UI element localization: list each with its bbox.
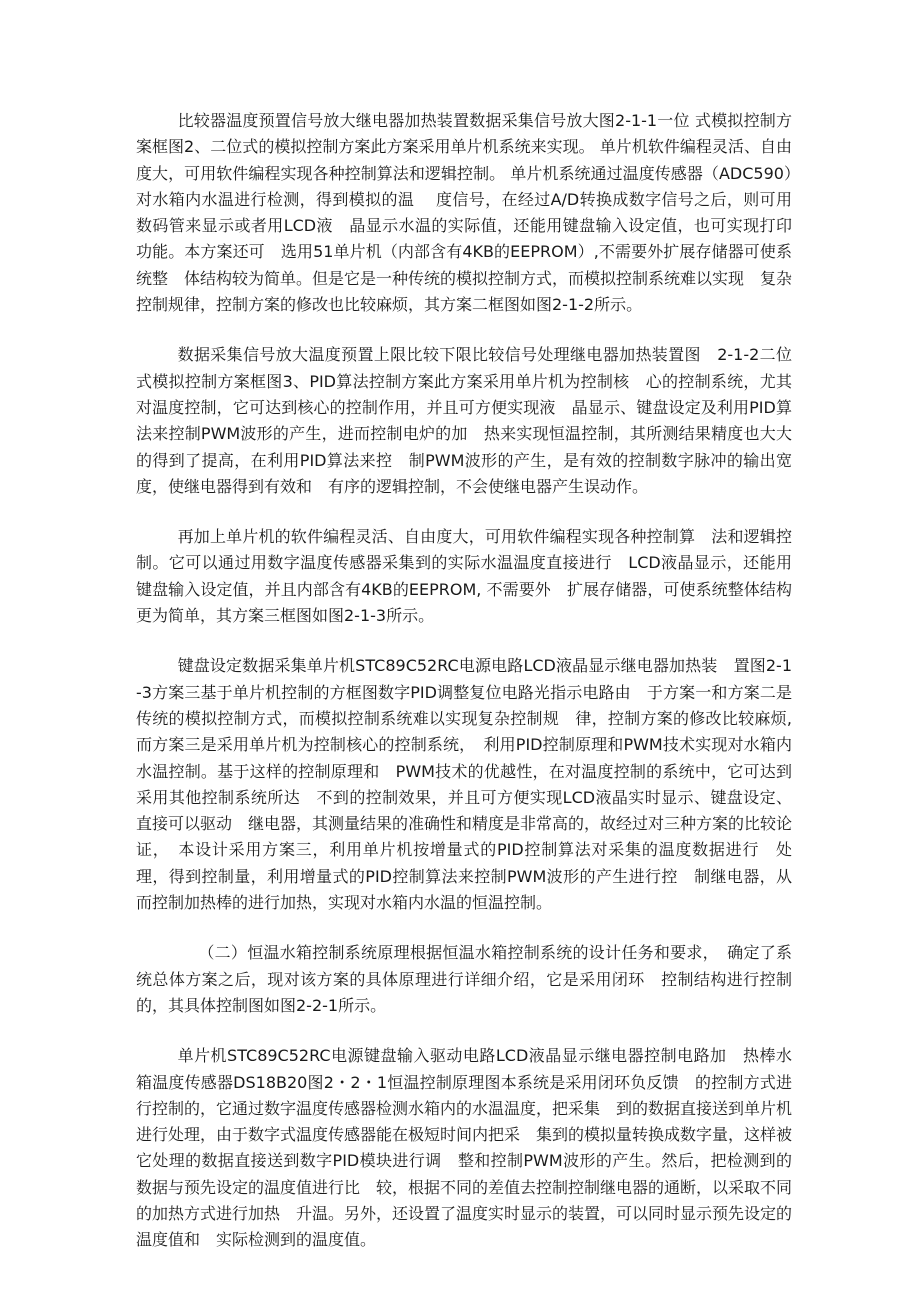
document-body xyxy=(136,108,792,1278)
paragraph-5: （二）恒温水箱控制系统原理根据恒温水箱控制系统的设计任务和要求， 确定了系统总体方案之后，现对该方案的具体原理进行详细介绍，它是采用闭环 控制结构进行控制的，其具体控制图如图2-2-1所示。 xyxy=(136,943,792,1015)
paragraph-2: 数据采集信号放大温度预置上限比较下限比较信号处理继电器加热装置图 2-1-2二位式模拟控制方案框图3、PID算法控制方案此方案采用单片机为控制核 心的控制系统，尤其对温度控制，它可达到核心的控制作用，并且可方便实现液 晶显示、键盘设定及利用PID算法来控制PWM波形的产生，进而控制电炉的加 热来实现恒温控制，其所测结果精度也大大的得到了提高，在利用PID算法来控 制PWM波形的产生，是有效的控制数字脉冲的输出宽度，使继电器得到有效和 有序的逻辑控制，不会使继电器产生误动作。 xyxy=(136,345,792,496)
paragraph-6: 单片机STC89C52RC电源键盘输入驱动电路LCD液晶显示继电器控制电路加 热棒水箱温度传感器DS18B20图2・2・1恒温控制原理图本系统是采用闭环负反馈 的控制方式进行控制的，它通过数字温度传感器检测水箱内的水温温度，把采集 到的数据直接送到单片机进行处理，由于数字式温度传感器能在极短时间内把采 集到的模拟量转换成数字量，这样被它处理的数据直接送到数字PID模块进行调 整和控制PWM波形的产生。然后，把检测到的数据与预先设定的温度值进行比 较，根据不同的差值去控制控制继电器的通断，以采取不同的加热方式进行加热 升温。另外，还设置了温度实时显示的装置，可以同时显示预先设定的温度值和 实际检测到的温度值。 xyxy=(136,1046,793,1250)
paragraph-4: 键盘设定数据采集单片机STC89C52RC电源电路LCD液晶显示继电器加热装 置图2-1-3方案三基于单片机控制的方框图数字PID调整复位电路光指示电路由 于方案一和方案二是传统的模拟控制方式，而模拟控制系统难以实现复杂控制规 律，控制方案的修改比较麻烦,而方案三是采用单片机为控制核心的控制系统， 利用PID控制原理和PWM技术实现对水箱内水温控制。基于这样的控制原理和 PWM技术的优越性，在对温度控制的系统中，它可达到采用其他控制系统所达 不到的控制效果，并且可方便实现LCD液晶实时显示、键盘设定、直接可以驱动 继电器，其测量结果的准确性和精度是非常高的，故经过对三种方案的比较论证， 本设计采用方案三，利用单片机按增量式的PID控制算法对采集的温度数据进行 处理，得到控制量，利用增量式的PID控制算法来控制PWM波形的产生进行控 制继电器，从而控制加热棒的进行加热，实现对水箱内水温的恒温控制。 xyxy=(136,656,793,913)
paragraph-1: 比较器温度预置信号放大继电器加热装置数据采集信号放大图2-1-1一位 式模拟控制方案框图2、二位式的模拟控制方案此方案采用单片机系统来实现。 单片机软件编程灵活、自由度大，可用软件编程实现各种控制算法和逻辑控制。 单片机系统通过温度传感器（ADC590）对水箱内水温进行检测，得到模拟的温 度信号，在经过A/D转换成数字信号之后，则可用数码管来显示或者用LCD液 晶显示水温的实际值，还能用键盘输入设定值，也可实现打印功能。本方案还可 选用51单片机（内部含有4KB的EEPROM）,不需要外扩展存储器可使系统整 体结构较为简单。但是它是一种传统的模拟控制方式，而模拟控制系统难以实现 复杂控制规律，控制方案的修改也比较麻烦，其方案二框图如图2-1-2所示。 xyxy=(136,111,793,315)
paragraph-3: 再加上单片机的软件编程灵活、自由度大，可用软件编程实现各种控制算 法和逻辑控制。它可以通过用数字温度传感器采集到的实际水温温度直接进行 LCD液晶显示，还能用键盘输入设定值，并且内部含有4KB的EEPROM, 不需要外 扩展存储器，可使系统整体结构更为简单，其方案三框图如图2-1-3所示。 xyxy=(136,527,792,626)
